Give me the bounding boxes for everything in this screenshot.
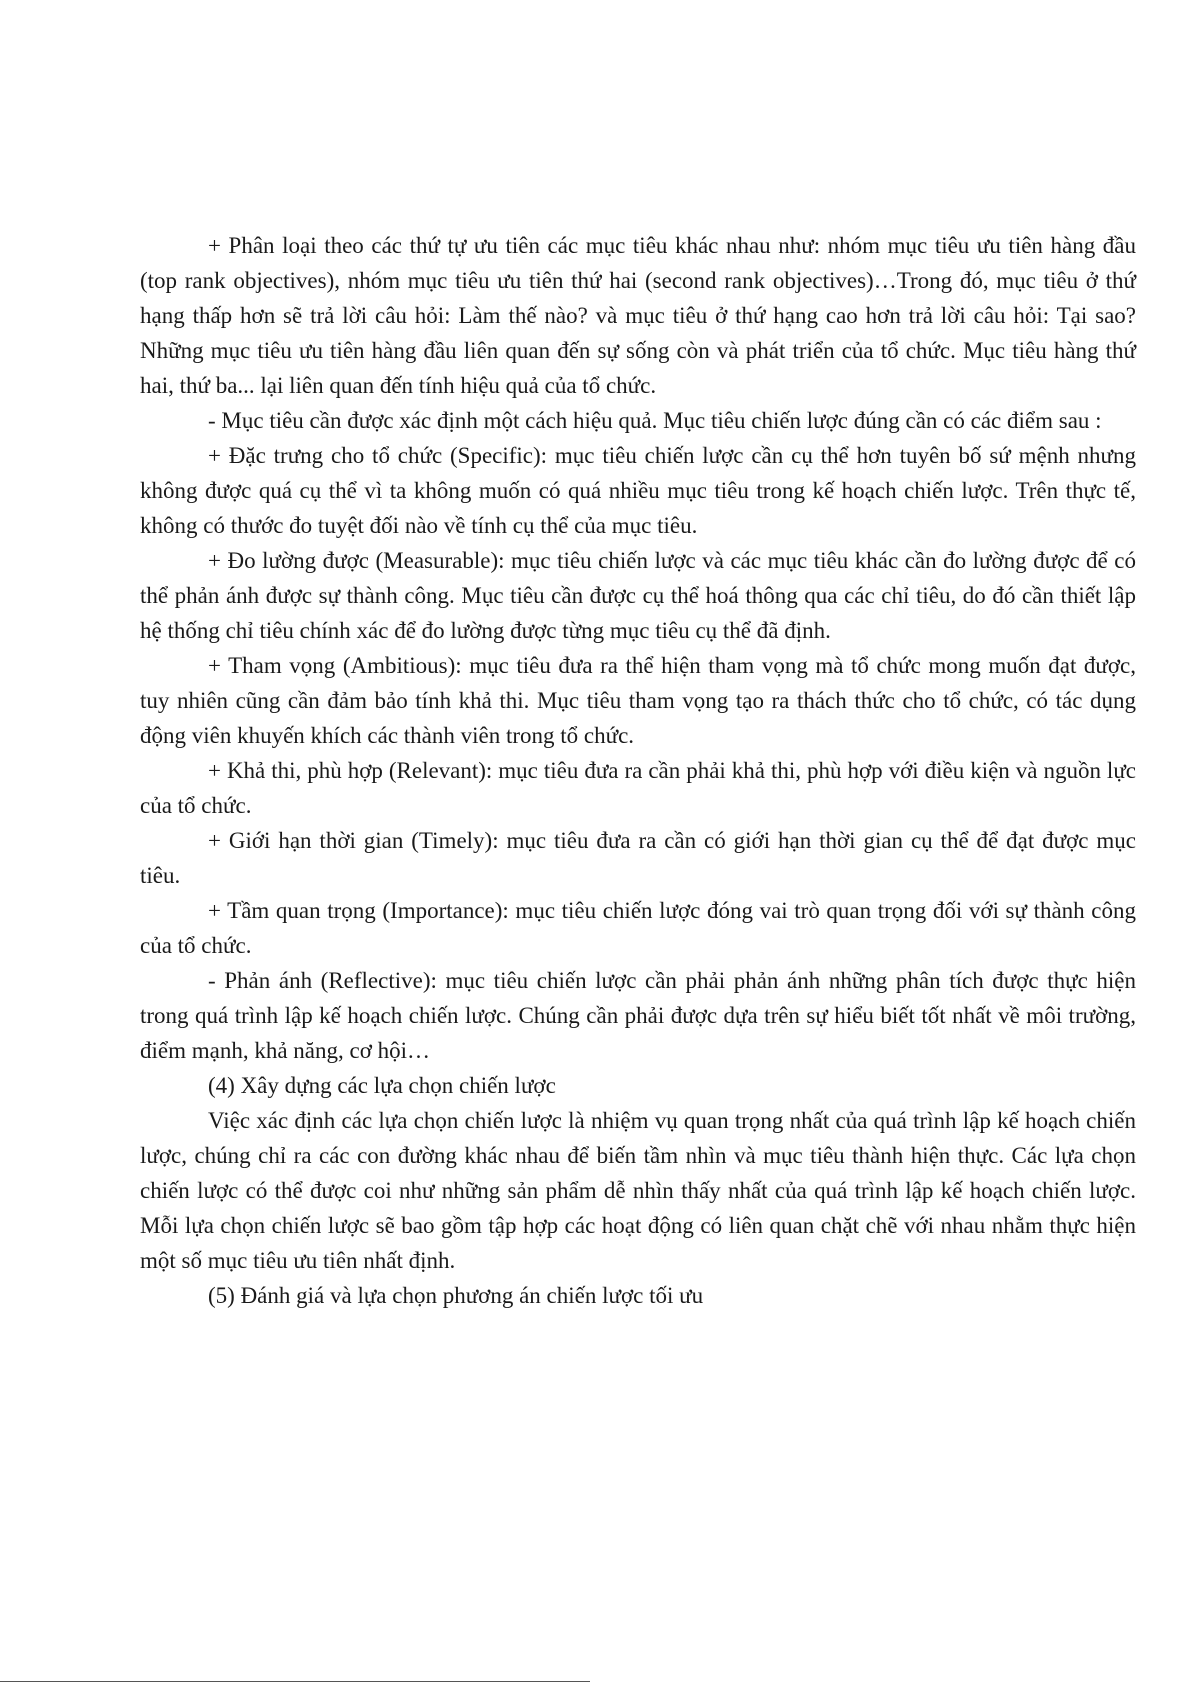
paragraph-strategic-options: Việc xác định các lựa chọn chiến lược là nhiệm vụ quan trọng nhất của quá trình lập kế hoạch chiến lược, chúng chỉ ra các con đường khác nhau để biến tầm nhìn và mục tiêu thành hiện thực. Các lựa chọn chiến lược có thể được coi như những sản phẩm dễ nhìn thấy nhất của quá trình lập kế hoạch chiến lược. Mỗi lựa chọn chiến lược sẽ bao gồm tập hợp các hoạt động có liên quan chặt chẽ với nhau nhằm thực hiện một số mục tiêu ưu tiên nhất định.: [140, 1108, 1136, 1273]
paragraph-timely: + Giới hạn thời gian (Timely): mục tiêu đưa ra cần có giới hạn thời gian cụ thể để đạt được mục tiêu.: [140, 828, 1136, 888]
section-heading-strategic-options: (4) Xây dựng các lựa chọn chiến lược: [208, 1073, 556, 1098]
paragraph-reflective: - Phản ánh (Reflective): mục tiêu chiến lược cần phải phản ánh những phân tích được thực hiện trong quá trình lập kế hoạch chiến lược. Chúng cần phải được dựa trên sự hiểu biết tốt nhất về môi trường, điểm mạnh, khả năng, cơ hội…: [140, 968, 1136, 1063]
body-text: [140, 228, 1136, 1313]
section-heading-evaluate-options: (5) Đánh giá và lựa chọn phương án chiến lược tối ưu: [208, 1283, 704, 1308]
footer-rule: [0, 1681, 590, 1682]
paragraph-effective-objectives: - Mục tiêu cần được xác định một cách hiệu quả. Mục tiêu chiến lược đúng cần có các điểm sau :: [208, 408, 1102, 433]
paragraph-priority-classification: + Phân loại theo các thứ tự ưu tiên các mục tiêu khác nhau như: nhóm mục tiêu ưu tiên hàng đầu (top rank objectives), nhóm mục tiêu ưu tiên thứ hai (second rank objectives)…Trong đó, mục tiêu ở thứ hạng thấp hơn sẽ trả lời câu hỏi: Làm thế nào? và mục tiêu ở thứ hạng cao hơn trả lời câu hỏi: Tại sao? Những mục tiêu ưu tiên hàng đầu liên quan đến sự sống còn và phát triển của tổ chức. Mục tiêu hàng thứ hai, thứ ba... lại liên quan đến tính hiệu quả của tổ chức.: [140, 233, 1136, 398]
paragraph-ambitious: + Tham vọng (Ambitious): mục tiêu đưa ra thể hiện tham vọng mà tổ chức mong muốn đạt được, tuy nhiên cũng cần đảm bảo tính khả thi. Mục tiêu tham vọng tạo ra thách thức cho tổ chức, có tác dụng động viên khuyến khích các thành viên trong tổ chức.: [140, 653, 1136, 748]
paragraph-importance: + Tầm quan trọng (Importance): mục tiêu chiến lược đóng vai trò quan trọng đối với sự thành công của tổ chức.: [140, 898, 1136, 958]
paragraph-relevant: + Khả thi, phù hợp (Relevant): mục tiêu đưa ra cần phải khả thi, phù hợp với điều kiện và nguồn lực của tổ chức.: [140, 758, 1136, 818]
paragraph-specific: + Đặc trưng cho tổ chức (Specific): mục tiêu chiến lược cần cụ thể hơn tuyên bố sứ mệnh nhưng không được quá cụ thể vì ta không muốn có quá nhiều mục tiêu trong kế hoạch chiến lược. Trên thực tế, không có thước đo tuyệt đối nào về tính cụ thể của mục tiêu.: [140, 443, 1136, 538]
paragraph-measurable: + Đo lường được (Measurable): mục tiêu chiến lược và các mục tiêu khác cần đo lường được để có thể phản ánh được sự thành công. Mục tiêu cần được cụ thể hoá thông qua các chỉ tiêu, do đó cần thiết lập hệ thống chỉ tiêu chính xác để đo lường được từng mục tiêu cụ thể đã định.: [140, 548, 1136, 643]
